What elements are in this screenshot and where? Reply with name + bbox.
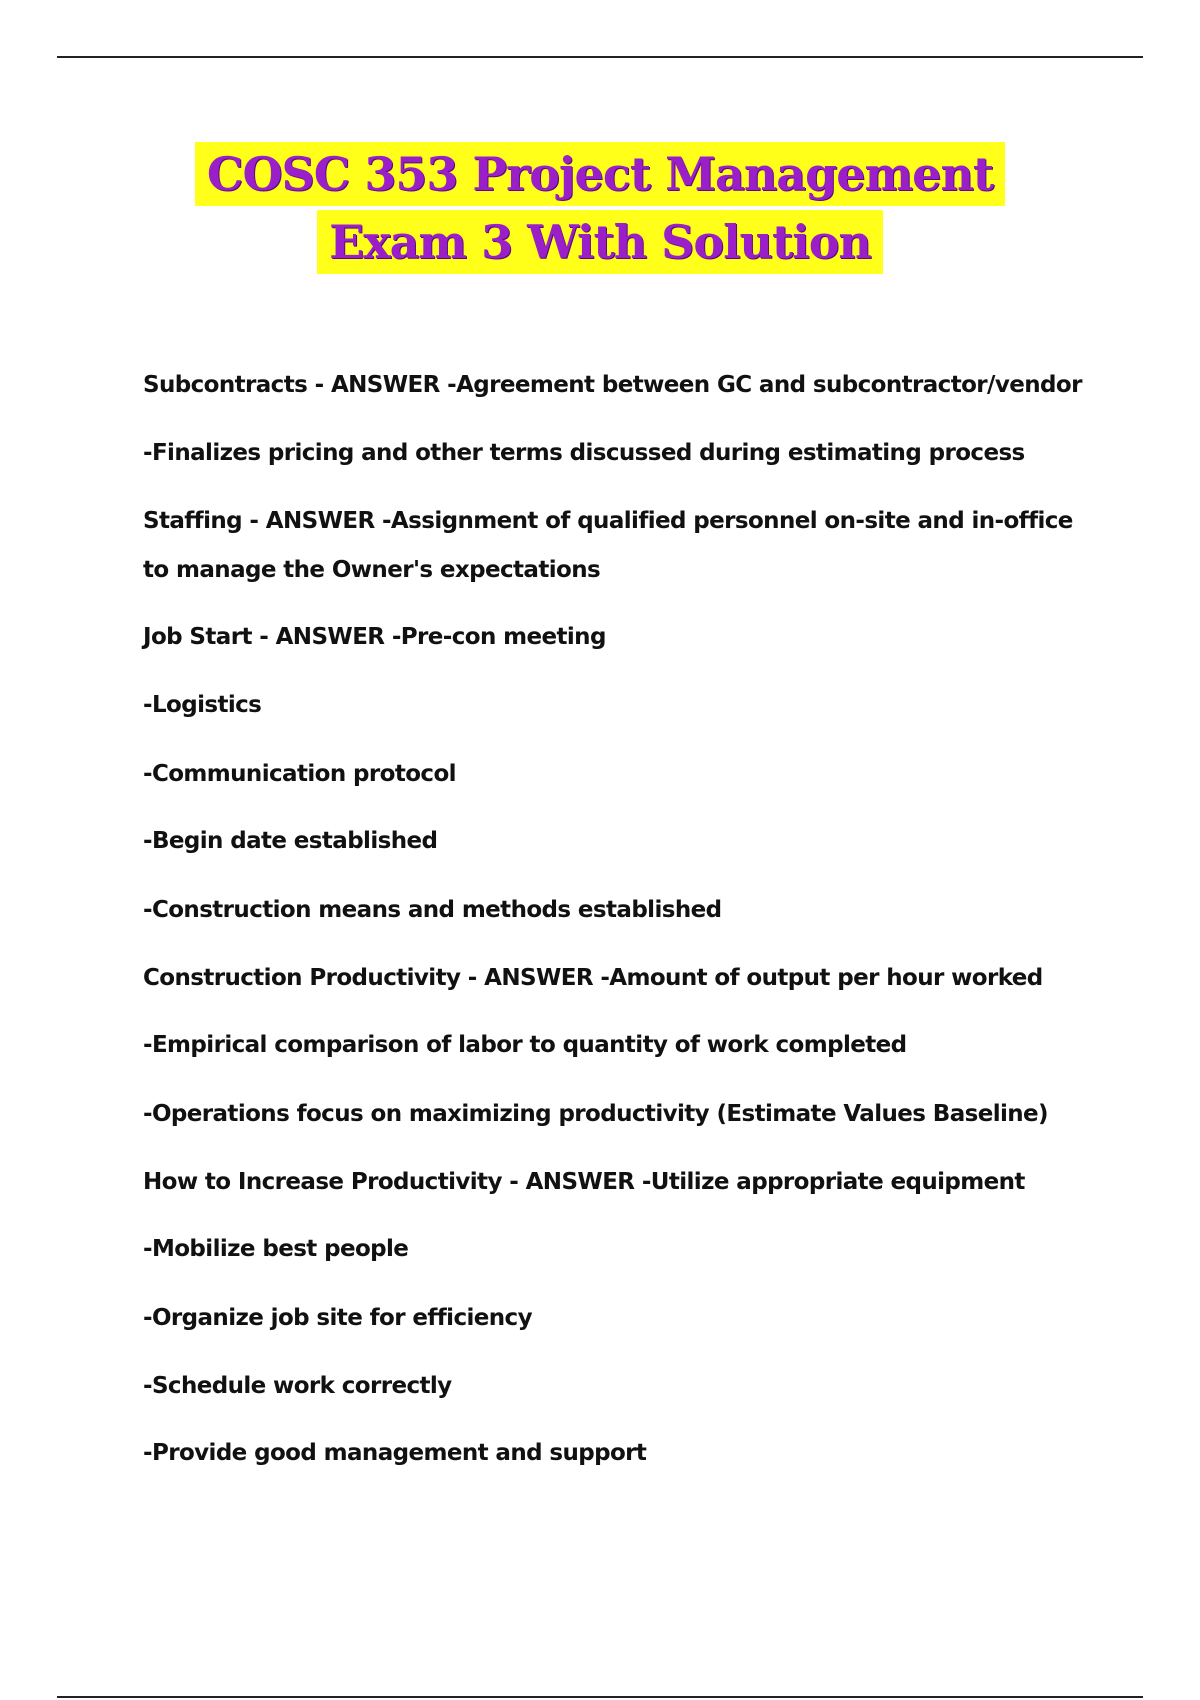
text-line: -Provide good management and support <box>143 1440 647 1466</box>
text-line: Subcontracts - ANSWER -Agreement between GC and subcontractor/vendor <box>143 372 1082 398</box>
text-line: -Organize job site for efficiency <box>143 1305 532 1331</box>
text-line: -Begin date established <box>143 828 438 854</box>
text-line: -Communication protocol <box>143 761 456 787</box>
text-line: How to Increase Productivity - ANSWER -Utilize appropriate equipment <box>143 1169 1025 1195</box>
text-line: -Empirical comparison of labor to quantity of work completed <box>143 1032 907 1058</box>
text-line: -Construction means and methods established <box>143 897 722 923</box>
title-line-2: Exam 3 With Solution <box>317 210 883 274</box>
text-line: Staffing - ANSWER -Assignment of qualified personnel on-site and in-office <box>143 508 1073 534</box>
text-line: to manage the Owner's expectations <box>143 557 601 583</box>
text-line: -Finalizes pricing and other terms discussed during estimating process <box>143 440 1025 466</box>
document-title <box>0 142 1200 274</box>
text-line: -Logistics <box>143 692 262 718</box>
text-line: -Mobilize best people <box>143 1236 409 1262</box>
title-line-1: COSC 353 Project Management <box>195 142 1005 206</box>
bottom-divider <box>57 1696 1143 1698</box>
text-line: Job Start - ANSWER -Pre-con meeting <box>143 624 606 650</box>
top-divider <box>57 56 1143 58</box>
text-line: -Schedule work correctly <box>143 1373 452 1399</box>
text-line: Construction Productivity - ANSWER -Amount of output per hour worked <box>143 965 1043 991</box>
text-line: -Operations focus on maximizing productivity (Estimate Values Baseline) <box>143 1101 1048 1127</box>
